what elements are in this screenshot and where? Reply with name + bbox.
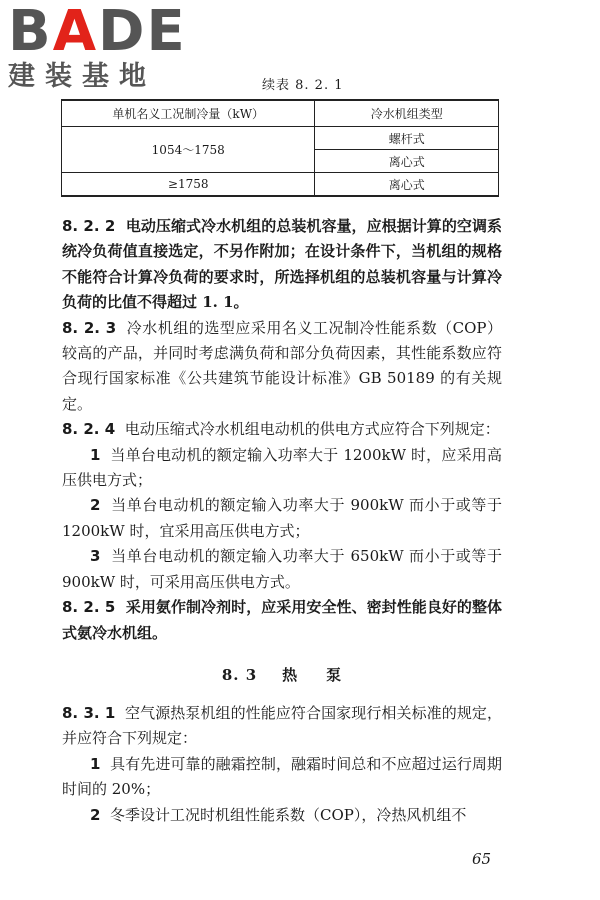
item-number: 1	[90, 754, 101, 773]
cell-type: 离心式	[315, 173, 499, 197]
item-text: 具有先进可靠的融霜控制，融霜时间总和不应超过运行周期时间的 20%；	[62, 754, 502, 799]
clause-number: 8. 2. 3	[62, 318, 117, 337]
section-title-part: 热	[282, 665, 299, 684]
item-number: 3	[90, 547, 101, 566]
item-number: 2	[90, 496, 101, 515]
table-caption: 续表 8. 2. 1	[262, 78, 344, 93]
header-type: 冷水机组类型	[315, 100, 499, 127]
page-number: 65	[472, 850, 492, 868]
list-item	[62, 752, 502, 803]
clause-text: 电动压缩式冷水机组的总装机容量，应根据计算的空调系统冷负荷值直接选定，不另作附加；在设计条件下，当机组的规格不能符合计算冷负荷的要求时，所选择机组的总装机容量与计算冷负荷的比值不得超过 1. 1。	[62, 217, 502, 312]
clause-number: 8. 2. 5	[62, 598, 116, 617]
item-number: 1	[90, 445, 101, 464]
list-item	[62, 493, 502, 544]
clause-text: 冷水机组的选型应采用名义工况制冷性能系数（COP）较高的产品，并同时考虑满负荷和部分负荷因素，其性能系数应符合现行国家标准《公共建筑节能设计标准》GB 50189 的有关规定。	[62, 318, 502, 413]
cell-type: 螺杆式	[315, 127, 499, 150]
cell-capacity: ≥1758	[62, 173, 315, 197]
logo-subtitle: 建装基地	[8, 61, 156, 92]
list-item	[62, 443, 502, 494]
list-item	[62, 544, 502, 595]
list-item	[62, 803, 502, 828]
cell-capacity: 1054～1758	[62, 127, 315, 173]
clause-text: 采用氨作制冷剂时，应采用安全性、密封性能良好的整体式氨冷水机组。	[62, 598, 502, 642]
clause-8-3-1	[62, 701, 502, 752]
table-header-row	[62, 100, 499, 127]
item-text: 当单台电动机的额定输入功率大于 1200kW 时，应采用高压供电方式；	[62, 445, 502, 490]
clause-number: 8. 2. 2	[62, 217, 116, 235]
clause-text: 空气源热泵机组的性能应符合国家现行相关标准的规定，并应符合下列规定：	[62, 703, 502, 748]
document-body	[62, 214, 502, 828]
clause-number: 8. 2. 4	[62, 420, 116, 439]
clause-text: 电动压缩式冷水机组电动机的供电方式应符合下列规定：	[124, 420, 500, 439]
section-number: 8. 3	[221, 665, 258, 684]
clause-8-2-5	[62, 595, 502, 646]
logo-wordmark: BADE	[8, 0, 187, 64]
section-heading	[62, 664, 502, 685]
cell-type: 离心式	[315, 150, 499, 173]
item-text: 冬季设计工况时机组性能系数（COP），冷热风机组不	[109, 805, 467, 824]
item-text: 当单台电动机的额定输入功率大于 900kW 而小于或等于 1200kW 时，宜采用高压供电方式；	[62, 496, 502, 540]
clause-8-2-2	[62, 214, 502, 316]
table-row	[62, 173, 499, 197]
bade-logo	[8, 0, 187, 92]
section-title-part: 泵	[326, 665, 343, 684]
item-text: 当单台电动机的额定输入功率大于 650kW 而小于或等于 900kW 时，可采用高压供电方式。	[62, 547, 502, 591]
chiller-type-table	[61, 99, 499, 197]
clause-8-2-3	[62, 316, 502, 418]
header-capacity: 单机名义工况制冷量（kW）	[62, 100, 315, 127]
item-number: 2	[90, 805, 101, 824]
clause-8-2-4	[62, 417, 502, 442]
table-row	[62, 127, 499, 150]
clause-number: 8. 3. 1	[62, 703, 116, 722]
